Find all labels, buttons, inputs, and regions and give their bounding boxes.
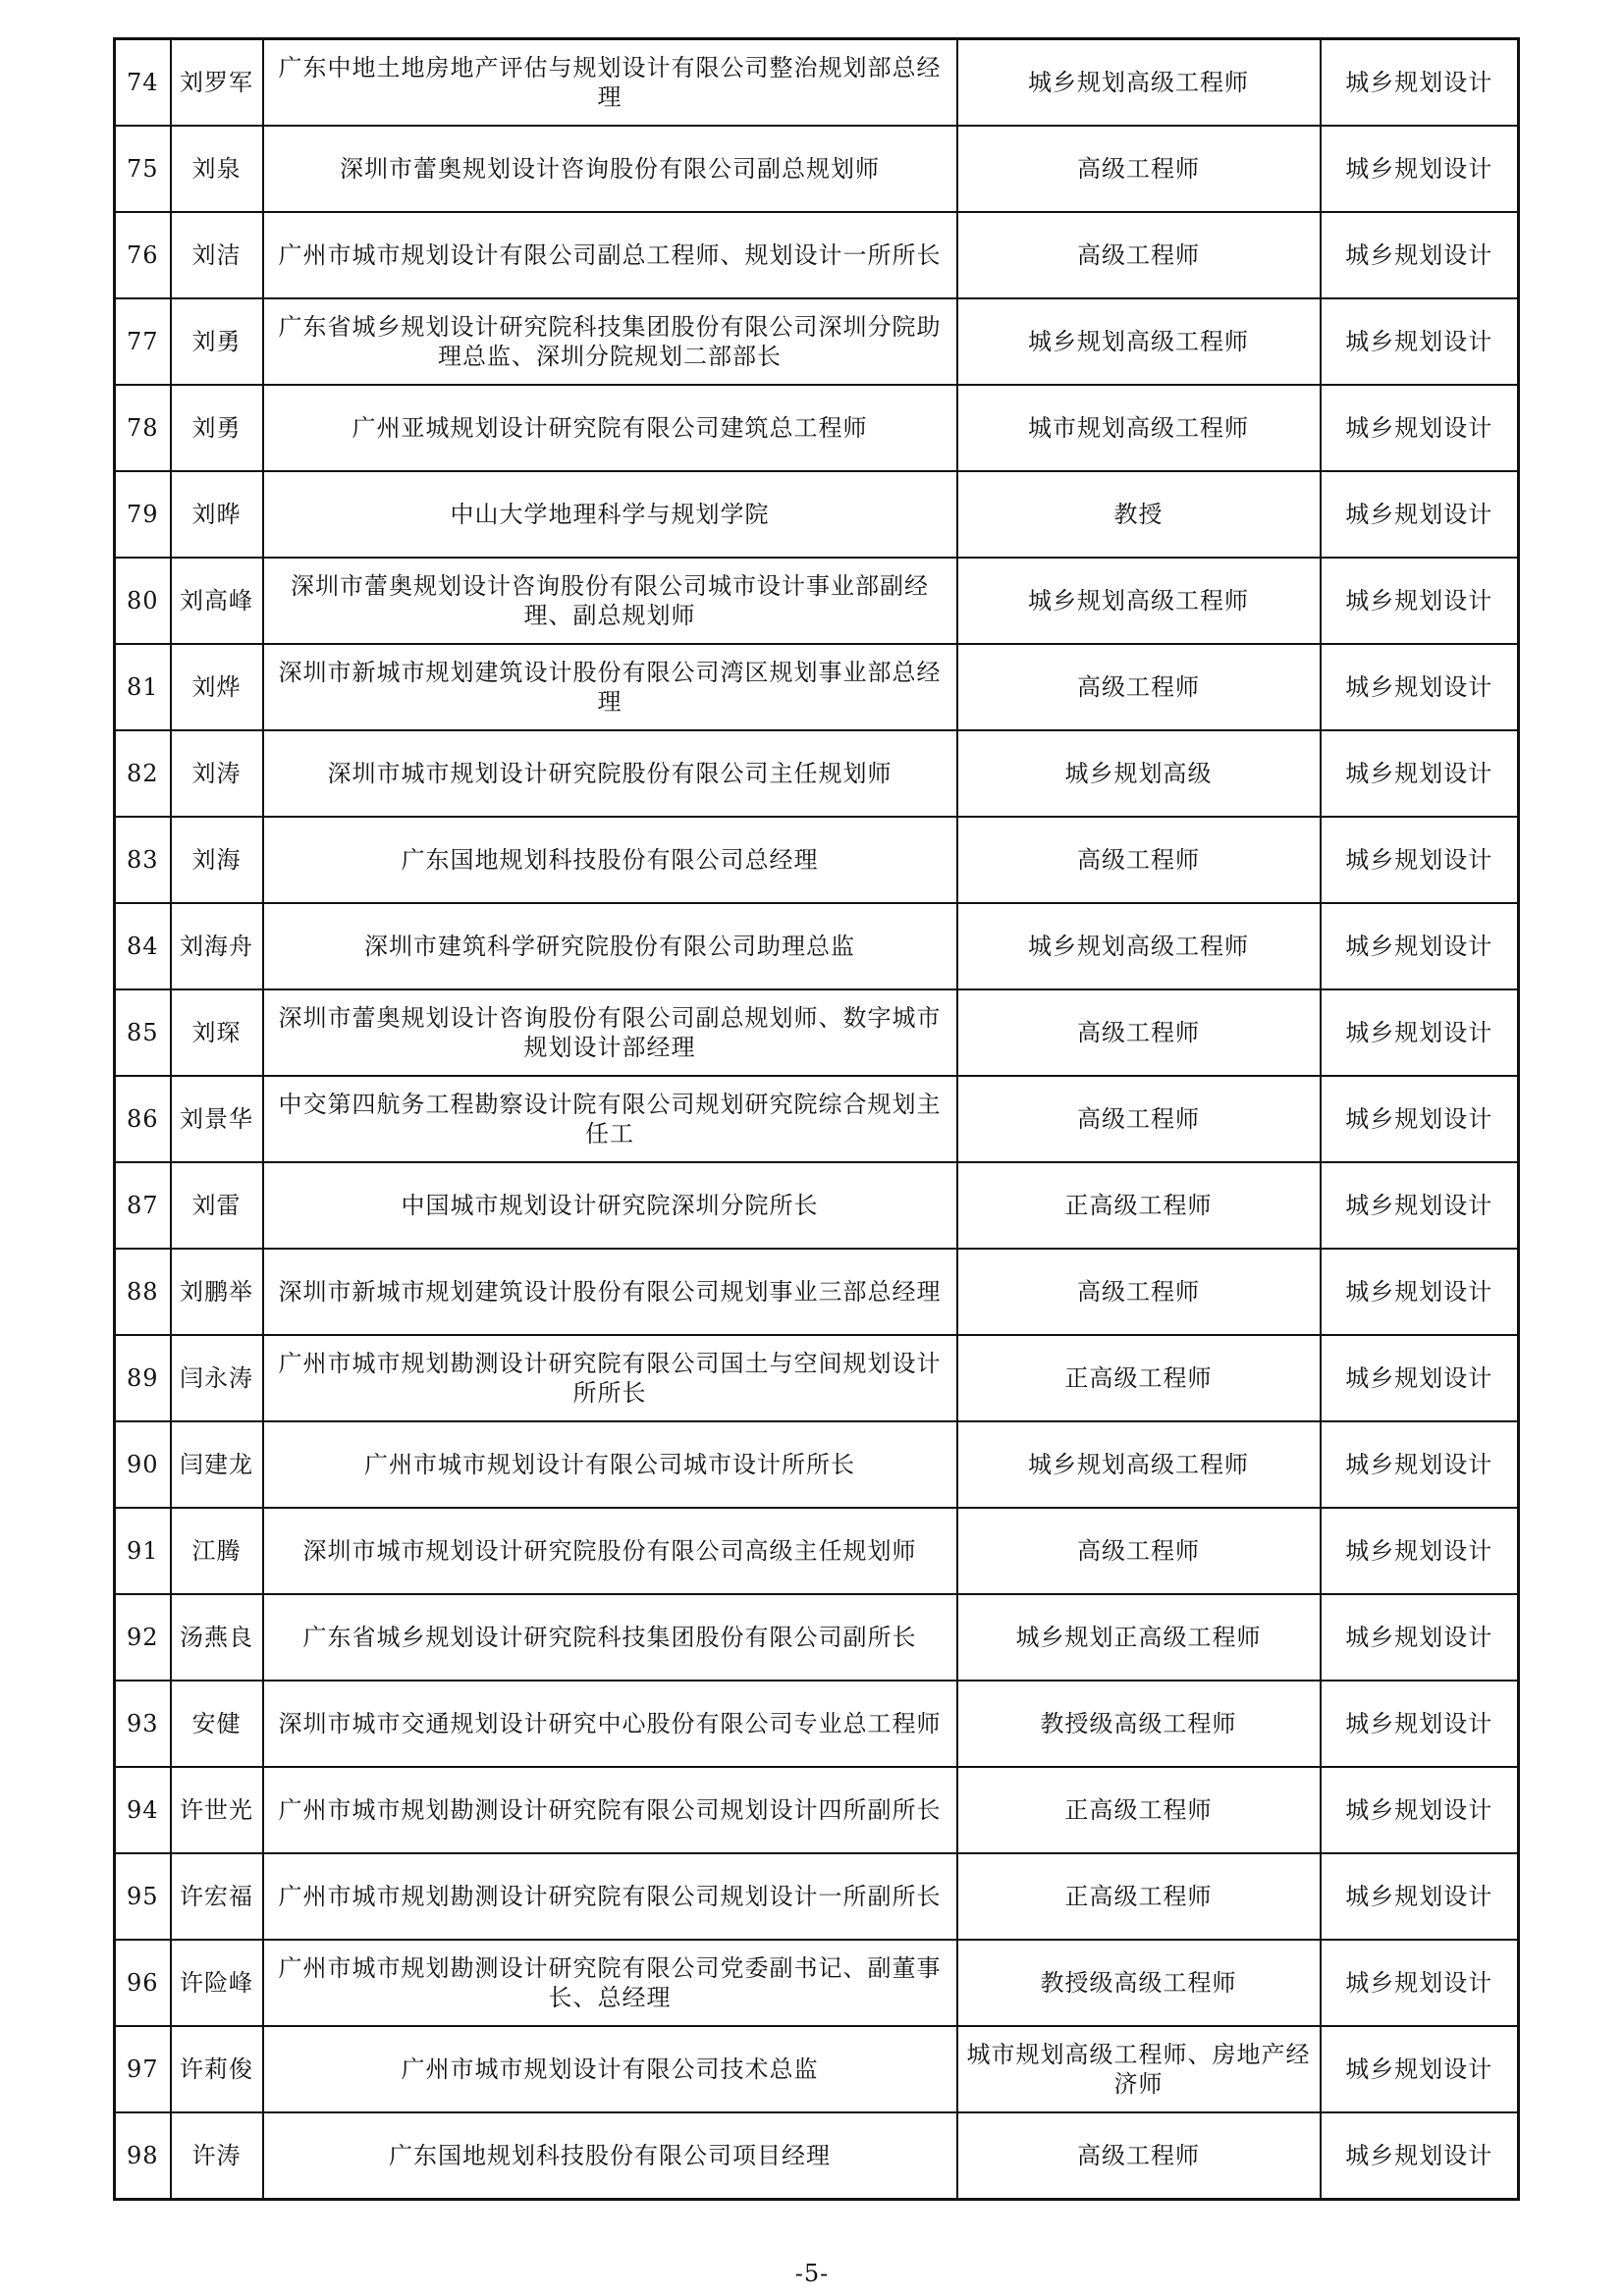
cell-organization: 广东国地规划科技股份有限公司项目经理 bbox=[263, 2112, 957, 2200]
table-row bbox=[115, 212, 1519, 298]
cell-organization: 深圳市城市交通规划设计研究中心股份有限公司专业总工程师 bbox=[263, 1681, 957, 1767]
cell-field: 城乡规划设计 bbox=[1321, 471, 1519, 558]
cell-name: 刘烨 bbox=[171, 644, 263, 730]
cell-field: 城乡规划设计 bbox=[1321, 1594, 1519, 1681]
roster-body bbox=[115, 39, 1519, 2200]
cell-name: 刘勇 bbox=[171, 298, 263, 385]
cell-field: 城乡规划设计 bbox=[1321, 1249, 1519, 1335]
cell-field: 城乡规划设计 bbox=[1321, 1853, 1519, 1940]
cell-name: 刘高峰 bbox=[171, 558, 263, 644]
table-row bbox=[115, 817, 1519, 903]
cell-organization: 广东省城乡规划设计研究院科技集团股份有限公司副所长 bbox=[263, 1594, 957, 1681]
cell-organization: 广州市城市规划勘测设计研究院有限公司党委副书记、副董事长、总经理 bbox=[263, 1940, 957, 2026]
cell-organization: 广州市城市规划勘测设计研究院有限公司规划设计一所副所长 bbox=[263, 1853, 957, 1940]
cell-organization: 中国城市规划设计研究院深圳分院所长 bbox=[263, 1162, 957, 1249]
cell-no: 98 bbox=[115, 2112, 171, 2200]
cell-title: 高级工程师 bbox=[957, 2112, 1321, 2200]
cell-field: 城乡规划设计 bbox=[1321, 903, 1519, 989]
cell-no: 83 bbox=[115, 817, 171, 903]
table-row bbox=[115, 644, 1519, 730]
cell-organization: 中交第四航务工程勘察设计院有限公司规划研究院综合规划主任工 bbox=[263, 1076, 957, 1162]
cell-organization: 广州亚城规划设计研究院有限公司建筑总工程师 bbox=[263, 385, 957, 471]
cell-field: 城乡规划设计 bbox=[1321, 2112, 1519, 2200]
cell-organization: 广东省城乡规划设计研究院科技集团股份有限公司深圳分院助理总监、深圳分院规划二部部长 bbox=[263, 298, 957, 385]
table-row bbox=[115, 1853, 1519, 1940]
table-row bbox=[115, 2026, 1519, 2112]
table-row bbox=[115, 989, 1519, 1076]
cell-organization: 深圳市蕾奥规划设计咨询股份有限公司城市设计事业部副经理、副总规划师 bbox=[263, 558, 957, 644]
cell-no: 77 bbox=[115, 298, 171, 385]
cell-title: 城市规划高级工程师、房地产经济师 bbox=[957, 2026, 1321, 2112]
cell-no: 88 bbox=[115, 1249, 171, 1335]
cell-title: 城乡规划高级工程师 bbox=[957, 298, 1321, 385]
cell-name: 刘雷 bbox=[171, 1162, 263, 1249]
cell-organization: 广州市城市规划设计有限公司技术总监 bbox=[263, 2026, 957, 2112]
table-row bbox=[115, 1076, 1519, 1162]
table-row bbox=[115, 1594, 1519, 1681]
cell-title: 高级工程师 bbox=[957, 989, 1321, 1076]
cell-no: 89 bbox=[115, 1335, 171, 1421]
table-row bbox=[115, 2112, 1519, 2200]
cell-field: 城乡规划设计 bbox=[1321, 1421, 1519, 1508]
table-row bbox=[115, 1681, 1519, 1767]
cell-name: 刘鹏举 bbox=[171, 1249, 263, 1335]
cell-title: 正高级工程师 bbox=[957, 1853, 1321, 1940]
cell-no: 74 bbox=[115, 39, 171, 127]
cell-field: 城乡规划设计 bbox=[1321, 989, 1519, 1076]
cell-organization: 深圳市蕾奥规划设计咨询股份有限公司副总规划师、数字城市规划设计部经理 bbox=[263, 989, 957, 1076]
table-row bbox=[115, 298, 1519, 385]
cell-name: 刘勇 bbox=[171, 385, 263, 471]
cell-name: 安健 bbox=[171, 1681, 263, 1767]
cell-field: 城乡规划设计 bbox=[1321, 1508, 1519, 1594]
cell-field: 城乡规划设计 bbox=[1321, 212, 1519, 298]
cell-no: 93 bbox=[115, 1681, 171, 1767]
cell-field: 城乡规划设计 bbox=[1321, 558, 1519, 644]
cell-no: 95 bbox=[115, 1853, 171, 1940]
cell-organization: 广东国地规划科技股份有限公司总经理 bbox=[263, 817, 957, 903]
cell-organization: 广州市城市规划设计有限公司城市设计所所长 bbox=[263, 1421, 957, 1508]
cell-organization: 广东中地土地房地产评估与规划设计有限公司整治规划部总经理 bbox=[263, 39, 957, 127]
cell-no: 94 bbox=[115, 1767, 171, 1853]
cell-title: 城乡规划高级工程师 bbox=[957, 1421, 1321, 1508]
cell-no: 85 bbox=[115, 989, 171, 1076]
cell-organization: 深圳市新城市规划建筑设计股份有限公司规划事业三部总经理 bbox=[263, 1249, 957, 1335]
cell-name: 刘海舟 bbox=[171, 903, 263, 989]
cell-title: 高级工程师 bbox=[957, 1508, 1321, 1594]
cell-field: 城乡规划设计 bbox=[1321, 385, 1519, 471]
cell-title: 城乡规划高级 bbox=[957, 730, 1321, 817]
table-row bbox=[115, 1335, 1519, 1421]
cell-name: 刘海 bbox=[171, 817, 263, 903]
cell-title: 教授 bbox=[957, 471, 1321, 558]
cell-no: 82 bbox=[115, 730, 171, 817]
cell-field: 城乡规划设计 bbox=[1321, 817, 1519, 903]
table-row bbox=[115, 1162, 1519, 1249]
table-row bbox=[115, 1249, 1519, 1335]
cell-no: 81 bbox=[115, 644, 171, 730]
table-row bbox=[115, 1508, 1519, 1594]
cell-organization: 深圳市蕾奥规划设计咨询股份有限公司副总规划师 bbox=[263, 126, 957, 212]
cell-no: 76 bbox=[115, 212, 171, 298]
cell-organization: 广州市城市规划勘测设计研究院有限公司国土与空间规划设计所所长 bbox=[263, 1335, 957, 1421]
cell-name: 刘涛 bbox=[171, 730, 263, 817]
cell-no: 96 bbox=[115, 1940, 171, 2026]
table-row bbox=[115, 558, 1519, 644]
cell-name: 江腾 bbox=[171, 1508, 263, 1594]
cell-no: 84 bbox=[115, 903, 171, 989]
cell-title: 城市规划高级工程师 bbox=[957, 385, 1321, 471]
cell-organization: 广州市城市规划勘测设计研究院有限公司规划设计四所副所长 bbox=[263, 1767, 957, 1853]
cell-organization: 深圳市建筑科学研究院股份有限公司助理总监 bbox=[263, 903, 957, 989]
cell-title: 正高级工程师 bbox=[957, 1162, 1321, 1249]
cell-field: 城乡规划设计 bbox=[1321, 2026, 1519, 2112]
cell-field: 城乡规划设计 bbox=[1321, 644, 1519, 730]
table-row bbox=[115, 1421, 1519, 1508]
cell-name: 刘泉 bbox=[171, 126, 263, 212]
cell-no: 92 bbox=[115, 1594, 171, 1681]
cell-name: 许险峰 bbox=[171, 1940, 263, 2026]
cell-title: 高级工程师 bbox=[957, 1076, 1321, 1162]
cell-title: 高级工程师 bbox=[957, 644, 1321, 730]
cell-title: 正高级工程师 bbox=[957, 1335, 1321, 1421]
cell-name: 许宏福 bbox=[171, 1853, 263, 1940]
cell-name: 刘罗军 bbox=[171, 39, 263, 127]
cell-title: 城乡规划高级工程师 bbox=[957, 558, 1321, 644]
table-row bbox=[115, 39, 1519, 127]
cell-title: 正高级工程师 bbox=[957, 1767, 1321, 1853]
cell-field: 城乡规划设计 bbox=[1321, 1335, 1519, 1421]
cell-no: 79 bbox=[115, 471, 171, 558]
cell-no: 87 bbox=[115, 1162, 171, 1249]
cell-organization: 广州市城市规划设计有限公司副总工程师、规划设计一所所长 bbox=[263, 212, 957, 298]
table-row bbox=[115, 471, 1519, 558]
cell-no: 75 bbox=[115, 126, 171, 212]
cell-name: 汤燕良 bbox=[171, 1594, 263, 1681]
table-row bbox=[115, 126, 1519, 212]
cell-title: 教授级高级工程师 bbox=[957, 1940, 1321, 2026]
cell-title: 高级工程师 bbox=[957, 1249, 1321, 1335]
cell-no: 78 bbox=[115, 385, 171, 471]
cell-field: 城乡规划设计 bbox=[1321, 1076, 1519, 1162]
table-row bbox=[115, 385, 1519, 471]
table-row bbox=[115, 1767, 1519, 1853]
cell-no: 97 bbox=[115, 2026, 171, 2112]
cell-name: 闫永涛 bbox=[171, 1335, 263, 1421]
table-row bbox=[115, 903, 1519, 989]
cell-field: 城乡规划设计 bbox=[1321, 298, 1519, 385]
cell-name: 刘琛 bbox=[171, 989, 263, 1076]
cell-name: 闫建龙 bbox=[171, 1421, 263, 1508]
cell-name: 许莉俊 bbox=[171, 2026, 263, 2112]
cell-field: 城乡规划设计 bbox=[1321, 1162, 1519, 1249]
cell-title: 城乡规划高级工程师 bbox=[957, 903, 1321, 989]
cell-no: 91 bbox=[115, 1508, 171, 1594]
cell-title: 高级工程师 bbox=[957, 817, 1321, 903]
cell-organization: 深圳市城市规划设计研究院股份有限公司高级主任规划师 bbox=[263, 1508, 957, 1594]
cell-name: 许涛 bbox=[171, 2112, 263, 2200]
cell-name: 刘景华 bbox=[171, 1076, 263, 1162]
cell-title: 高级工程师 bbox=[957, 212, 1321, 298]
cell-title: 城乡规划正高级工程师 bbox=[957, 1594, 1321, 1681]
cell-field: 城乡规划设计 bbox=[1321, 1681, 1519, 1767]
cell-title: 教授级高级工程师 bbox=[957, 1681, 1321, 1767]
page-number: -5- bbox=[794, 2260, 830, 2287]
cell-field: 城乡规划设计 bbox=[1321, 126, 1519, 212]
cell-no: 90 bbox=[115, 1421, 171, 1508]
cell-no: 86 bbox=[115, 1076, 171, 1162]
cell-organization: 中山大学地理科学与规划学院 bbox=[263, 471, 957, 558]
table-row bbox=[115, 1940, 1519, 2026]
cell-organization: 深圳市城市规划设计研究院股份有限公司主任规划师 bbox=[263, 730, 957, 817]
table-row bbox=[115, 730, 1519, 817]
cell-field: 城乡规划设计 bbox=[1321, 1940, 1519, 2026]
cell-field: 城乡规划设计 bbox=[1321, 1767, 1519, 1853]
cell-organization: 深圳市新城市规划建筑设计股份有限公司湾区规划事业部总经理 bbox=[263, 644, 957, 730]
cell-no: 80 bbox=[115, 558, 171, 644]
cell-field: 城乡规划设计 bbox=[1321, 39, 1519, 127]
cell-title: 高级工程师 bbox=[957, 126, 1321, 212]
cell-field: 城乡规划设计 bbox=[1321, 730, 1519, 817]
expert-roster-table bbox=[113, 37, 1520, 2201]
cell-name: 刘晔 bbox=[171, 471, 263, 558]
cell-name: 刘洁 bbox=[171, 212, 263, 298]
cell-name: 许世光 bbox=[171, 1767, 263, 1853]
cell-title: 城乡规划高级工程师 bbox=[957, 39, 1321, 127]
